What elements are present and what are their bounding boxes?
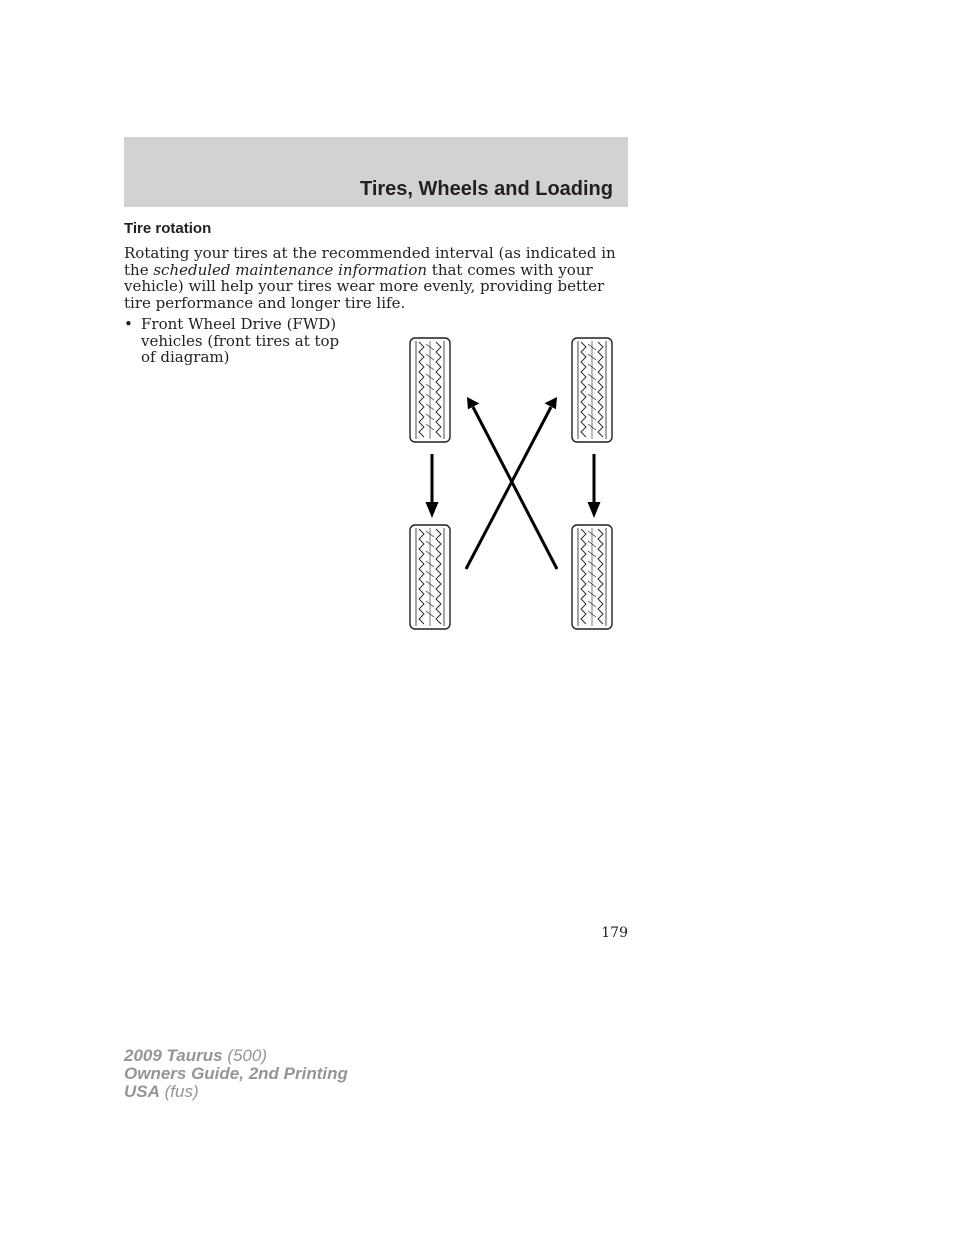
footer-model-name: 2009 Taurus: [124, 1046, 223, 1065]
arrow-front-left-to-rear-left: [426, 454, 439, 518]
footer-model-code: (500): [222, 1046, 268, 1065]
tire-rear-right: [572, 525, 612, 629]
chapter-title: Tires, Wheels and Loading: [359, 178, 613, 200]
paragraph-emphasis: scheduled maintenance information: [153, 260, 428, 279]
paragraph-text-before: Rotating your tires at the recommended interval (as indicated in the: [124, 244, 616, 279]
footer-line-market: [124, 1083, 348, 1101]
document-footer: [124, 1047, 348, 1101]
page-number: 179: [601, 925, 628, 941]
bullet-item: [124, 316, 354, 366]
tire-rear-left: [410, 525, 450, 629]
tire-front-left: [410, 338, 450, 442]
body-paragraph: [124, 245, 628, 311]
footer-guide-title: Owners Guide, 2nd Printing: [124, 1064, 348, 1083]
section-heading: Tire rotation: [124, 220, 212, 237]
tire-front-right: [572, 338, 612, 442]
tire-rotation-diagram: [400, 330, 630, 640]
footer-market-code: (fus): [159, 1082, 199, 1101]
footer-line-model: [124, 1047, 348, 1065]
arrow-front-right-to-rear-right: [588, 454, 601, 518]
section-header-band: [124, 137, 628, 207]
bullet-text: Front Wheel Drive (FWD) vehicles (front tires at top of diagram): [141, 315, 340, 366]
bullet-marker: •: [124, 315, 133, 333]
footer-market: USA: [124, 1082, 160, 1101]
paragraph-text-after: that comes with your vehicle) will help your tires wear more evenly, providing better tire performance and longer tire life.: [124, 260, 605, 312]
footer-line-guide: [124, 1065, 348, 1083]
